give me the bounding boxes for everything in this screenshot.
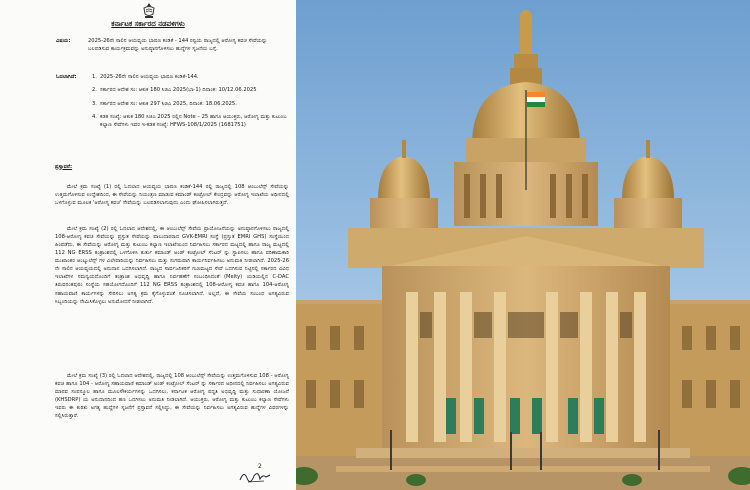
reference-item: 3. ಸರ್ಕಾರದ ಆದೇಶ ಸಂ: ಆಕುಕ 297 ಸಿಜಿಎ 2025, ದಿನಾಂಕ: 18.06.2025. (92, 100, 237, 107)
reference-list (92, 73, 290, 135)
reference-label: ಓದಲಾಗಿದೆ: (56, 74, 77, 80)
subject-text: 2025-26ನೇ ಸಾಲಿನ ಆಯವ್ಯಯ ಭಾಷಣ ಕಂಡಿಕೆ - 144 ರನ್ವಯ ರಾಜ್ಯದಲ್ಲಿ ಆರೋಗ್ಯ ಕವಚ ಸೇವೆಯನ್ನು ಬಲಪಡಿಸುವ ಕಾರ್ಯಕ್ರಮವನ್ನು ಅನುಷ್ಠಾನಗೊಳಿಸಲು ಹುದ್ದೆಗಳ ಸೃಜನೆಯ ಬಗ್ಗೆ. (88, 38, 268, 53)
preamble-paragraph-1: ಮೇಲೆ ಕ್ರಮ ಸಂಖ್ಯೆ (1) ರಲ್ಲಿ ಓದಲಾದ ಆಯವ್ಯಯ ಭಾಷಣ ಕಂಡಿಕೆ-144 ರಲ್ಲಿ ರಾಜ್ಯದಲ್ಲಿ 108 ಆಂಬುಲೆನ್ಸ್ ಸೇವೆಯನ್ನು ಉತ್ತಮಗೊಳಿಸುವ ಉದ್ದೇಶದಿಂದ, ಈ ಸೇವೆಯನ್ನು ನಿಯಂತ್ರಣ ಮಾಡುವ ಕಮಾಂಡ್ ಕಂಟ್ರೋಲ್ ಕೇಂದ್ರವನ್ನು ಆರೋಗ್ಯ ಇಲಾಖೆಯ ಅಧೀನದಲ್ಲಿ ಒಳಗೊಳ್ಳುವ ಮೂಲಕ 'ಆರೋಗ್ಯ ಕವಚ' ಸೇವೆಯನ್ನು ಬಲಪಡಿಸಲಾಗುವುದು ಎಂದು ಘೋಷಿಸಲಾಗಿರುತ್ತದೆ. (55, 184, 289, 207)
preamble-paragraph-3: ಮೇಲೆ ಕ್ರಮ ಸಂಖ್ಯೆ (3) ರಲ್ಲಿ ಓದಲಾದ ಆದೇಶದಲ್ಲಿ, ರಾಜ್ಯದಲ್ಲಿ 108 ಆಂಬುಲೆನ್ಸ್ ಸೇವೆಯನ್ನು ಉತ್ತಮಗೊಳಿಸುವ 108 - ಆರೋಗ್ಯ ಕವಚ ಹಾಗೂ 104 - ಆರೋಗ್ಯ ಸಹಾಯವಾಣಿ ಕಮಾಂಡ್ ಅಂಡ್ ಕಂಟ್ರೋಲ್ ಸೆಂಟರ್ ನ್ನು ಸರ್ಕಾರದ ಅಧೀನದಲ್ಲಿ ನಿರ್ವಹಿಸಲು ಅಗತ್ಯವಿರುವ ಮಾನವ ಸಂಪನ್ಮೂಲ ಹಾಗೂ ಮೂಲಸೌಕರ್ಯಗಳನ್ನು ಒದಗಿಸಲು, ಕರ್ನಾಟಕ ಆರೋಗ್ಯ ಪದ್ಧತಿ ಅಭಿವೃದ್ಧಿ ಮತ್ತು ಸುಧಾರಣಾ ಯೋಜನೆ (KHSDRP) ಯ ಅನುದಾನದಿಂದ ಹಣ ಒದಗಿಸಲು ಅನುಮತಿ ನೀಡಲಾಗಿದೆ. ಆಯುಕ್ತರು, ಆರೋಗ್ಯ ಮತ್ತು ಕುಟುಂಬ ಕಲ್ಯಾಣ ಸೇವೆಗಳು ಇವರು ಈ ಕುರಿತು ಅಗತ್ಯ ಹುದ್ದೆಗಳ ಸೃಜನೆಗೆ ಪ್ರಸ್ತಾವನೆ ಸಲ್ಲಿಸಿದ್ದು, ಈ ಸೇವೆಯನ್ನು ನಿರ್ವಹಿಸಲು ಅಗತ್ಯವಿರುವ ಹುದ್ದೆಗಳ ವಿವರಗಳನ್ನು ಸಲ್ಲಿಸಿರುತ್ತಾರೆ. (55, 373, 289, 420)
page-number: 2 (258, 463, 262, 470)
reference-item: 1. 2025-26ನೇ ಸಾಲಿನ ಆಯವ್ಯಯ ಭಾಷಣ ಕಂಡಿಕೆ-144. (92, 74, 199, 80)
vidhana-soudha-photo (296, 0, 750, 490)
state-emblem-icon (140, 2, 158, 20)
building-illustration (296, 0, 750, 490)
subject-label: ವಿಷಯ: (56, 38, 71, 44)
reference-item: 4. ಕಡತ ಸಂಖ್ಯೆ: ಆಕುಕ 180 ಸಿಜಿಎ 2025 ರಲ್ಲಿನ Note – 25 ಹಾಗೂ ಆಯುಕ್ತರು, ಆರೋಗ್ಯ ಮತ್ತು ಕುಟುಂಬ ಕಲ್ಯಾಣ ಸೇವೆಗಳು ಇವರ ಇ-ಕಡತ ಸಂಖ್ಯೆ: HFWS-108/1/2025 (1681751) (92, 114, 287, 129)
preamble-paragraph-2: ಮೇಲೆ ಕ್ರಮ ಸಂಖ್ಯೆ (2) ರಲ್ಲಿ ಓದಲಾದ ಆದೇಶದಲ್ಲಿ, ಈ ಆಂಬುಲೆನ್ಸ್ ಸೇವೆಯ ಪ್ರಾಯೋಜನೆಯನ್ನು ಅನುಷ್ಠಾನಗೊಳಿಸಲು ರಾಜ್ಯದಲ್ಲಿ 108-ಆರೋಗ್ಯ ಕವಚ ಸೇವೆಯನ್ನು ಪ್ರಸ್ತುತ ಸೇವೆಯನ್ನು ಪಾಲುದಾರರಾದ GVK-EMRI ಸಂಸ್ಥೆ (ಪ್ರಸ್ತುತ EMRI GHS) ಸಂಸ್ಥೆಯಿಂದ ಹಿಂಪಡೆದು, ಈ ಸೇವೆಯನ್ನು ಆರೋಗ್ಯ ಮತ್ತು ಕುಟುಂಬ ಕಲ್ಯಾಣ ಇಲಾಖೆಯಿಂದ ನಿರ್ವಹಿಸಲು ಸರ್ಕಾರದ ಮಟ್ಟದಲ್ಲಿ ಹಾಗೂ ರಾಜ್ಯ ಮಟ್ಟದಲ್ಲಿ 112 NG ERSS ತಂತ್ರಾಂಶದಲ್ಲಿ ಒಳಗೊಳಿಸಿ ತುರ್ತು ಕಮಾಂಡ್ ಅಂಡ್ ಕಂಟ್ರೋಲ್ ಸೆಂಟರ್ ನ್ನು ಸ್ಥಾಪಿಸಲು ಹಾಗೂ ಪರಿಣಾಮಕಾರಿ ಮುಖಾಂತರ ಆಂಬ್ಯುಲೆನ್ಸ್ ಗಳ ವಿಲೇವಾರಿಯನ್ನು ನಿರ್ವಹಿಸಲು ಮತ್ತು ಸುಗಮವಾಗಿ ಕಾರ್ಯನಿರ್ವಹಿಸಲು ಅನುಮತಿ ನೀಡಲಾಗಿದೆ. 2025-26 ನೇ ಸಾಲಿನ ಆಯವ್ಯಯದಲ್ಲಿ ಅನುದಾನ ಒದಗಿಸಲಾಗಿದೆ. ರಾಜ್ಯದ ಸಾರ್ವಜನಿಕರಿಗೆ ಗುಣಮಟ್ಟದ ಸೇವೆ ಒದಗಿಸುವ ನಿಟ್ಟಿನಲ್ಲಿ ಸರ್ಕಾರದ ವಿವಿಧ ಇಲಾಖೆಗಳ ಸಮನ್ವಯದೊಂದಿಗೆ ತಂತ್ರಾಂಶ ಅಭಿವೃದ್ಧಿ ಹಾಗೂ ನಿರ್ವಹಣೆಗೆ ಸಂಬಂಧಿಸಿದಂತೆ (Meity) ಯಡಿಯಲ್ಲಿನ C-DAC ತಿರುವನಂತಪುರಂ ಸಂಸ್ಥೆಯ ಸಹಯೋಗದೊಂದಿಗೆ 112 NG ERSS ತಂತ್ರಾಂಶದಲ್ಲಿ 108-ಆರೋಗ್ಯ ಕವಚ ಹಾಗೂ 104-ಆರೋಗ್ಯ ಸಹಾಯವಾಣಿ ಕಾರ್ಯಗಳನ್ನು ಸೇರಿಸಲು ಅಗತ್ಯ ಕ್ರಮ ಕೈಗೊಳ್ಳುವಂತೆ ಸೂಚಿಸಲಾಗಿದೆ. ಅಲ್ಲದೆ, ಈ ಸೇವೆಯ ಸಂಬಂಧ ಅಗತ್ಯವಿರುವ ಸಿಬ್ಬಂದಿಯನ್ನು ನೇಮಿಸಿಕೊಳ್ಳಲು ಅನುಮೋದನೆ ನೀಡಲಾಗಿದೆ. (55, 226, 289, 305)
signature-image (238, 466, 272, 486)
preamble-heading: ಪ್ರಸ್ತಾವನೆ: (55, 164, 73, 170)
document-title: ಕರ್ನಾಟಕ ಸರ್ಕಾರದ ನಡವಳಿಗಳು (111, 20, 185, 28)
government-order-document (0, 0, 296, 490)
front-steps (296, 448, 750, 490)
reference-item: 2. ಸರ್ಕಾರದ ಆದೇಶ ಸಂ: ಆಕುಕ 180 ಸಿಜಿಎ 2025(ಭಾ-1) ದಿನಾಂಕ: 10/12.06.2025 (92, 87, 257, 94)
